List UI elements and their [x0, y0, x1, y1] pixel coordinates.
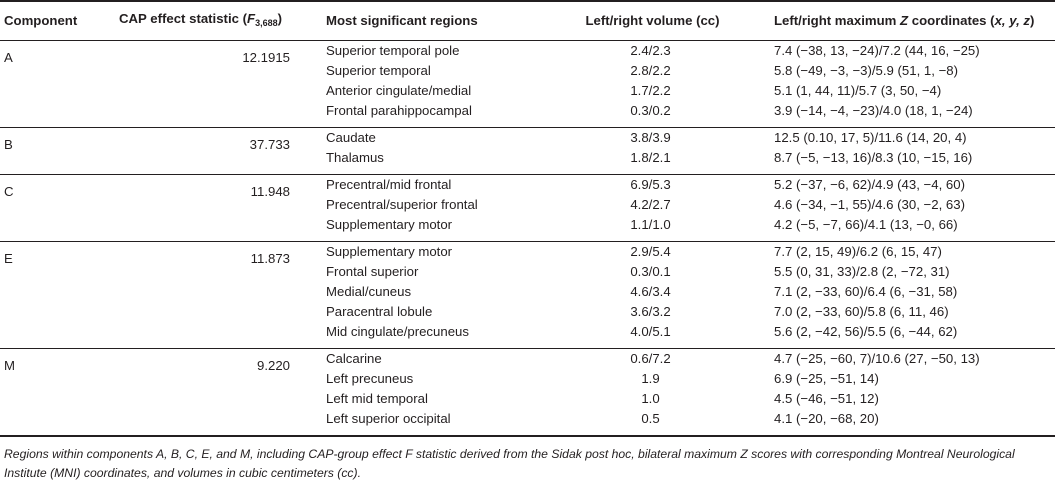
component-group-row	[0, 349, 1055, 437]
volume-value-cell	[547, 41, 754, 128]
region-name: Precentral/superior frontal	[326, 197, 478, 212]
header-cap-f: F	[247, 11, 256, 26]
volume-value-cell	[547, 128, 754, 175]
cap-statistic-value: 11.873	[95, 242, 322, 349]
region-name: Precentral/mid frontal	[326, 177, 452, 192]
volume-value: 4.2/2.7	[630, 197, 671, 212]
cap-statistic-value: 9.220	[95, 349, 322, 437]
region-name: Thalamus	[326, 150, 384, 165]
coordinates-value: 4.2 (−5, −7, 66)/4.1 (13, −0, 66)	[774, 217, 958, 232]
coordinates-value: 5.5 (0, 31, 33)/2.8 (2, −72, 31)	[774, 264, 950, 279]
region-name: Left precuneus	[326, 371, 414, 386]
region-name: Supplementary motor	[326, 217, 453, 232]
table-body	[0, 41, 1055, 437]
region-name-cell	[322, 41, 547, 128]
header-volume: Left/right volume (cc)	[547, 1, 754, 41]
header-coord-prefix: Left/right maximum	[774, 13, 901, 28]
region-name: Mid cingulate/precuneus	[326, 324, 469, 339]
region-name: Caudate	[326, 130, 376, 145]
component-label: A	[0, 41, 95, 128]
table-footnote: Regions within components A, B, C, E, and M, including CAP-group effect F statistic derived from the Sidak post hoc, bilateral maximum Z scores with corresponding Montreal Neurological Institute (MNI) coordinates, and volumes in cubic centimeters (cc).	[4, 447, 1015, 480]
header-coord-suffix: )	[1030, 13, 1035, 28]
header-coordinates	[754, 1, 1055, 41]
component-label: E	[0, 242, 95, 349]
header-cap-statistic	[95, 1, 322, 41]
coordinates-value: 4.7 (−25, −60, 7)/10.6 (27, −50, 13)	[774, 351, 980, 366]
region-name: Medial/cuneus	[326, 284, 412, 299]
header-cap-subscript: 3,688	[255, 18, 278, 28]
component-group-row	[0, 128, 1055, 175]
coordinates-value: 5.8 (−49, −3, −3)/5.9 (51, 1, −8)	[774, 63, 959, 78]
coordinates-value: 7.7 (2, 15, 49)/6.2 (6, 15, 47)	[774, 244, 942, 259]
header-regions: Most significant regions	[322, 1, 547, 41]
cap-statistic-value: 11.948	[95, 175, 322, 242]
component-group-row	[0, 242, 1055, 349]
region-name: Superior temporal pole	[326, 43, 460, 58]
volume-value-cell	[547, 175, 754, 242]
coordinates-value: 7.0 (2, −33, 60)/5.8 (6, 11, 46)	[774, 304, 949, 319]
coordinates-value: 5.1 (1, 44, 11)/5.7 (3, 50, −4)	[774, 83, 942, 98]
volume-value: 2.9/5.4	[630, 244, 671, 259]
volume-value: 0.3/0.2	[630, 103, 671, 118]
region-name: Frontal parahippocampal	[326, 103, 472, 118]
region-name-cell	[322, 242, 547, 349]
header-coord-vars: x, y, z	[994, 13, 1030, 28]
volume-value: 3.6/3.2	[630, 304, 671, 319]
header-cap-suffix: )	[277, 11, 283, 26]
header-coord-mid: coordinates (	[908, 13, 995, 28]
volume-value: 2.8/2.2	[630, 63, 671, 78]
coordinates-value-cell	[754, 128, 1055, 175]
header-cap-prefix: CAP effect statistic (	[119, 11, 248, 26]
volume-value: 1.1/1.0	[630, 217, 671, 232]
cap-statistic-value: 12.1915	[95, 41, 322, 128]
coordinates-value: 5.2 (−37, −6, 62)/4.9 (43, −4, 60)	[774, 177, 965, 192]
region-name: Supplementary motor	[326, 244, 453, 259]
cap-statistic-value: 37.733	[95, 128, 322, 175]
component-group-row	[0, 175, 1055, 242]
region-name: Left superior occipital	[326, 411, 451, 426]
volume-value: 1.0	[641, 391, 660, 406]
component-label: M	[0, 349, 95, 437]
component-label: C	[0, 175, 95, 242]
header-component: Component	[0, 1, 95, 41]
volume-value-cell	[547, 349, 754, 437]
volume-value: 4.6/3.4	[630, 284, 671, 299]
coordinates-value: 5.6 (2, −42, 56)/5.5 (6, −44, 62)	[774, 324, 958, 339]
coordinates-value: 3.9 (−14, −4, −23)/4.0 (18, 1, −24)	[774, 103, 973, 118]
volume-value: 2.4/2.3	[630, 43, 671, 58]
coordinates-value-cell	[754, 41, 1055, 128]
region-name: Superior temporal	[326, 63, 431, 78]
region-name-cell	[322, 349, 547, 437]
coordinates-value: 12.5 (0.10, 17, 5)/11.6 (14, 20, 4)	[774, 130, 967, 145]
header-row	[0, 1, 1055, 41]
volume-value: 4.0/5.1	[630, 324, 671, 339]
volume-value: 1.9	[641, 371, 660, 386]
volume-value: 6.9/5.3	[630, 177, 671, 192]
volume-value: 3.8/3.9	[630, 130, 671, 145]
region-name-cell	[322, 175, 547, 242]
region-name: Frontal superior	[326, 264, 419, 279]
volume-value: 1.7/2.2	[630, 83, 671, 98]
coordinates-value: 6.9 (−25, −51, 14)	[774, 371, 879, 386]
component-label: B	[0, 128, 95, 175]
coordinates-value: 8.7 (−5, −13, 16)/8.3 (10, −15, 16)	[774, 150, 973, 165]
volume-value: 0.3/0.1	[630, 264, 671, 279]
region-name: Calcarine	[326, 351, 382, 366]
volume-value: 1.8/2.1	[630, 150, 671, 165]
coordinates-value-cell	[754, 242, 1055, 349]
coordinates-value-cell	[754, 175, 1055, 242]
coordinates-value: 7.1 (2, −33, 60)/6.4 (6, −31, 58)	[774, 284, 958, 299]
region-name: Paracentral lobule	[326, 304, 433, 319]
coordinates-value: 7.4 (−38, 13, −24)/7.2 (44, 16, −25)	[774, 43, 980, 58]
volume-value: 0.5	[641, 411, 660, 426]
region-name: Anterior cingulate/medial	[326, 83, 472, 98]
region-name-cell	[322, 128, 547, 175]
coordinates-value: 4.1 (−20, −68, 20)	[774, 411, 879, 426]
volume-value: 0.6/7.2	[630, 351, 671, 366]
coordinates-value: 4.5 (−46, −51, 12)	[774, 391, 879, 406]
coordinates-value: 4.6 (−34, −1, 55)/4.6 (30, −2, 63)	[774, 197, 965, 212]
region-name: Left mid temporal	[326, 391, 428, 406]
header-coord-z: Z	[900, 13, 909, 28]
volume-value-cell	[547, 242, 754, 349]
coordinates-value-cell	[754, 349, 1055, 437]
component-group-row	[0, 41, 1055, 128]
